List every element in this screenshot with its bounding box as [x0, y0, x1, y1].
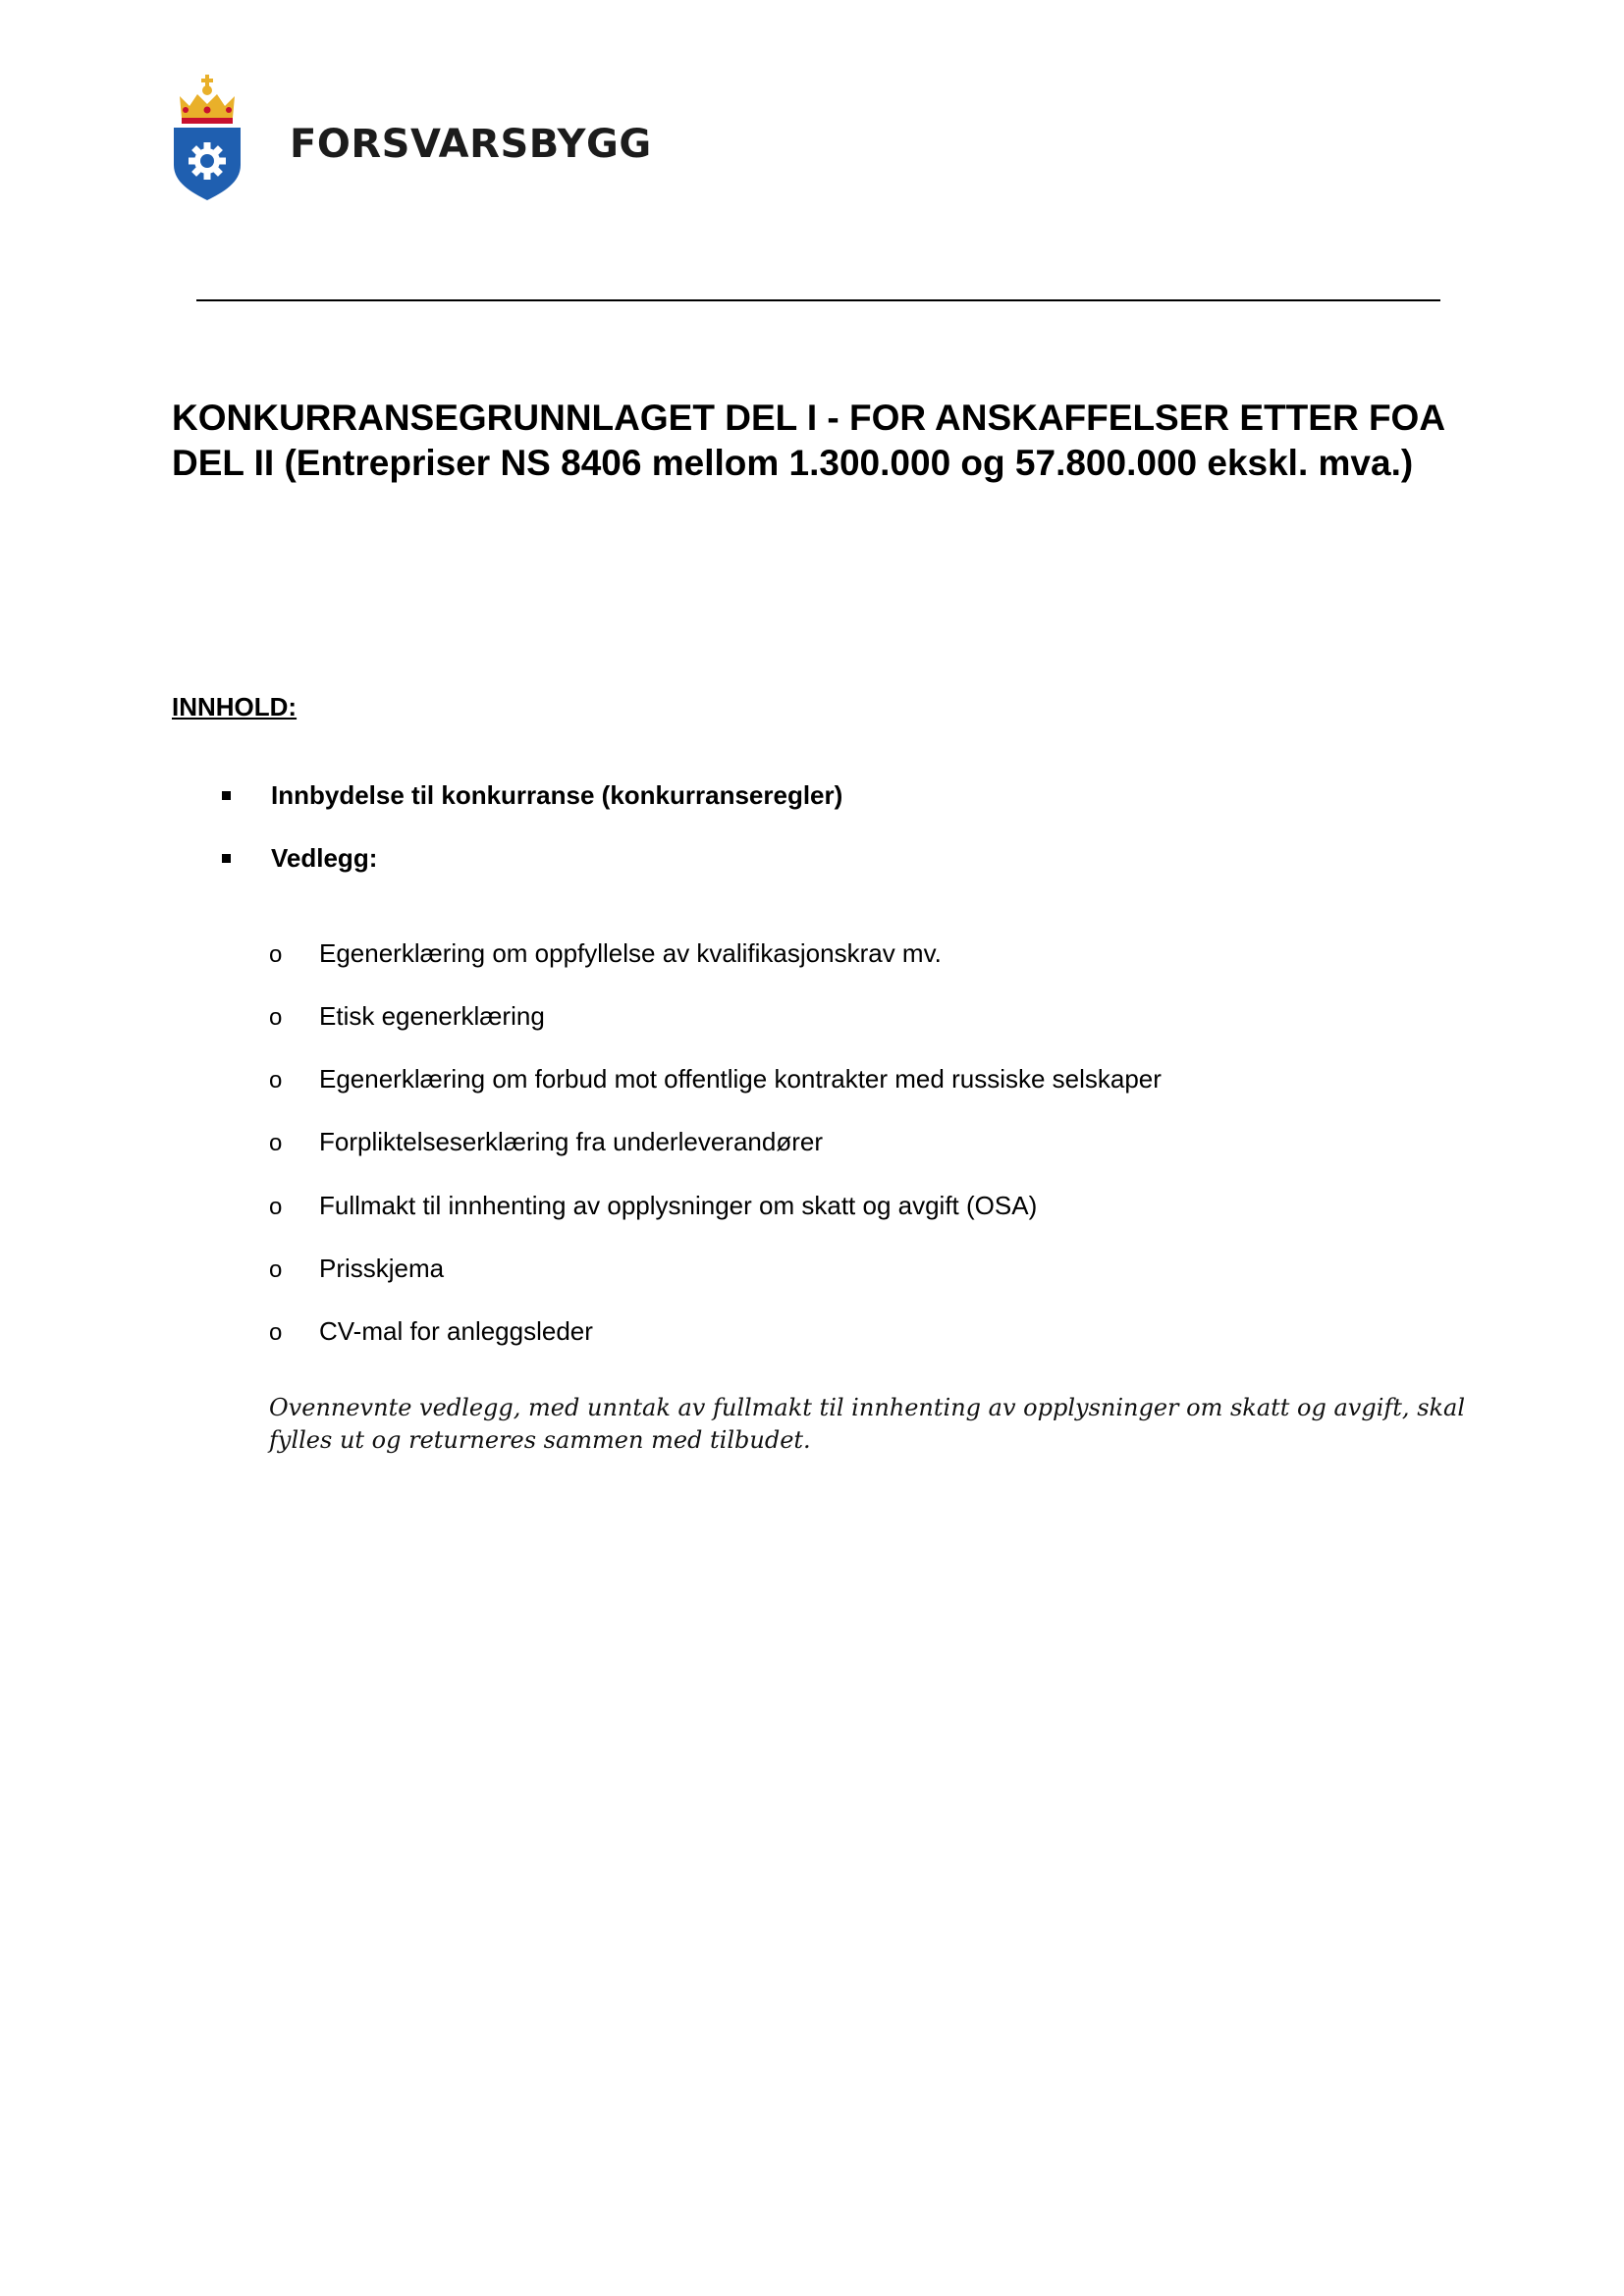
attachments-note: Ovennevnte vedlegg, med unntak av fullmakt til innhenting av opplysninger om skatt og avgift, skal fylles ut og returneres sammen med tilbudet.	[269, 1394, 1466, 1454]
attachment-label: Forpliktelseserklæring fra underleverandører	[319, 1127, 823, 1156]
circle-bullet: o	[269, 1004, 283, 1031]
document-title: KONKURRANSEGRUNNLAGET DEL I - FOR ANSKAFFELSER ETTER FOA DEL II (Entrepriser NS 8406 mellom 1.300.000 og 57.800.000 ekskl. mva.)	[172, 398, 1444, 483]
attachment-label: Prisskjema	[319, 1254, 445, 1283]
square-bullet-icon	[222, 854, 231, 863]
attachment-label: Egenerklæring om forbud mot offentlige kontrakter med russiske selskaper	[319, 1064, 1162, 1094]
attachment-label: Egenerklæring om oppfyllelse av kvalifikasjonskrav mv.	[319, 938, 942, 968]
circle-bullet: o	[269, 1319, 283, 1346]
circle-bullet: o	[269, 941, 283, 968]
header-logo	[172, 75, 652, 200]
attachment-label: CV-mal for anleggsleder	[319, 1316, 593, 1346]
norwegian-crown-shield-logo-icon	[172, 75, 243, 200]
contents-heading: INNHOLD:	[172, 692, 298, 721]
square-bullet-icon	[222, 791, 231, 800]
header-divider	[196, 299, 1440, 301]
circle-bullet: o	[269, 1130, 283, 1156]
circle-bullet: o	[269, 1194, 283, 1220]
list-item-label: Innbydelse til konkurranse (konkurranseregler)	[271, 780, 843, 810]
attachment-label: Etisk egenerklæring	[319, 1001, 545, 1031]
circle-bullet: o	[269, 1067, 283, 1094]
list-item-label: Vedlegg:	[271, 843, 378, 873]
attachment-label: Fullmakt til innhenting av opplysninger om skatt og avgift (OSA)	[319, 1191, 1038, 1220]
circle-bullet: o	[269, 1256, 283, 1283]
logo-wordmark: FORSVARSBYGG	[290, 122, 652, 167]
